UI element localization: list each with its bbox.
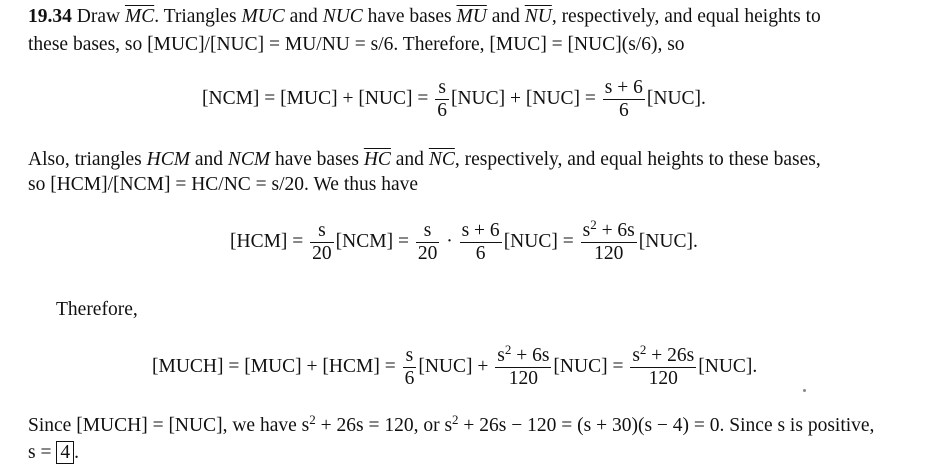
eq3-left: [MUCH] = [MUC] + [HCM] = — [152, 355, 396, 377]
intro-draw: Draw — [76, 6, 121, 27]
triangle-nuc: NUC — [322, 6, 363, 27]
eq2-f4-num — [581, 217, 637, 242]
eq2-f2-den: 20 — [417, 243, 438, 264]
therefore-text: Therefore, — [56, 299, 138, 320]
eq2-fraction-1 — [310, 220, 334, 265]
conclusion-text-2: + 26s = 120, or s — [315, 415, 453, 436]
conclusion-s-equals: s = — [28, 442, 52, 463]
eq1-f1-num: s — [438, 77, 446, 98]
eq3-f1-den: 6 — [404, 368, 415, 389]
para2-have-bases: have bases — [275, 149, 359, 170]
eq3-fraction-2 — [495, 342, 551, 390]
eq2-p1: [NCM] = — [335, 230, 409, 252]
intro-line-2-text: these bases, so [MUC]/[NUC] = MU/NU = s/6. Therefore, [MUC] = [NUC](s/6), so — [28, 34, 685, 55]
triangle-hcm: HCM — [146, 149, 190, 170]
conclusion-line-2 — [28, 441, 79, 465]
triangle-ncm: NCM — [227, 149, 271, 170]
eq3-fraction-3 — [630, 342, 696, 390]
eq2-f4-num-a: s — [582, 220, 591, 241]
para2-line-2 — [28, 173, 418, 197]
eq3-p1: [NUC] + — [418, 355, 489, 377]
para2-text-2: , respectively, and equal heights to these bases, — [454, 149, 821, 170]
intro-and: and — [289, 6, 318, 27]
conclusion-sup-2: 2 — [452, 412, 459, 427]
eq2-f2-num: s — [423, 220, 432, 241]
intro-text-3: , respectively, and equal heights to — [551, 6, 821, 27]
eq2-f1-den: 20 — [312, 243, 332, 264]
eq2-f4-num-b: + 6s — [596, 220, 635, 241]
segment-hc: $\overline{HC}$ — [363, 149, 391, 170]
segment-nu: $\overline{NU}$ — [524, 6, 552, 27]
eq2-fraction-4 — [581, 217, 637, 265]
answer-box: 4 — [56, 441, 74, 464]
eq2-dot: · — [446, 230, 453, 252]
eq3-p2: [NUC] = — [553, 355, 624, 377]
eq3-f2-den: 120 — [495, 367, 551, 390]
intro-text-2: have bases — [367, 6, 452, 27]
eq2-f3-num: s + 6 — [461, 220, 500, 241]
segment-nc: $\overline{NC}$ — [428, 149, 455, 170]
equation-1 — [202, 77, 706, 122]
eq3-f3-den: 120 — [630, 367, 696, 390]
para2-text-1: Also, triangles — [28, 149, 142, 170]
eq3-f2-sup: 2 — [504, 342, 512, 357]
intro-line-2 — [28, 33, 685, 57]
segment-mu: $\overline{MU}$ — [456, 6, 487, 27]
para2-and: and — [194, 149, 223, 170]
triangle-muc: MUC — [241, 6, 285, 27]
eq2-fraction-3 — [460, 220, 502, 265]
eq3-f2-num — [495, 342, 551, 367]
para2-and-2: and — [395, 149, 424, 170]
para2-line-2-text: so [HCM]/[NCM] = HC/NC = s/20. We thus have — [28, 174, 419, 195]
conclusion-sup-1: 2 — [309, 412, 316, 427]
eq2-f4-sup: 2 — [590, 217, 597, 232]
para2-line-1 — [28, 148, 821, 172]
eq2-right: [NUC]. — [638, 230, 698, 252]
therefore-line — [56, 298, 138, 322]
conclusion-text-3: + 26s − 120 = (s + 30)(s − 4) = 0. Since s is positive, — [458, 415, 875, 436]
eq1-f2-num: s + 6 — [604, 77, 643, 98]
eq1-left: [NCM] = [MUC] + [NUC] = — [202, 87, 429, 109]
intro-text-1: . Triangles — [154, 6, 237, 27]
eq3-f2-num-b: + 6s — [511, 345, 550, 366]
problem-number: 19.34 — [28, 6, 72, 27]
eq1-fraction-2 — [603, 77, 645, 122]
eq1-right: [NUC]. — [646, 87, 706, 109]
eq1-mid: [NUC] + [NUC] = — [450, 87, 596, 109]
eq3-f1-num: s — [405, 345, 414, 366]
eq3-f3-num-a: s — [632, 345, 640, 366]
equation-3 — [152, 342, 758, 390]
segment-mc: $\overline{MC}$ — [124, 6, 155, 27]
eq3-right: [NUC]. — [698, 355, 758, 377]
eq2-left: [HCM] = — [230, 230, 304, 252]
intro-and-2: and — [491, 6, 520, 27]
eq2-f3-den: 6 — [460, 242, 502, 265]
eq1-f1-den: 6 — [437, 100, 447, 121]
eq1-fraction-1 — [435, 77, 449, 122]
eq3-fraction-1 — [403, 345, 417, 390]
eq3-f3-num-b: + 26s — [646, 345, 695, 366]
stray-dot — [803, 389, 806, 392]
conclusion-line-1 — [28, 414, 874, 438]
eq3-f3-num — [630, 342, 696, 367]
conclusion-text-1: Since [MUCH] = [NUC], we have s — [28, 415, 310, 436]
eq3-f2-num-a: s — [497, 345, 505, 366]
eq2-f1-num: s — [318, 220, 326, 241]
equation-2 — [230, 217, 698, 265]
eq2-f4-den: 120 — [581, 242, 637, 265]
eq2-fraction-2 — [416, 220, 440, 265]
conclusion-period: . — [74, 442, 79, 463]
eq1-f2-den: 6 — [603, 99, 645, 122]
eq2-p2: [NUC] = — [503, 230, 574, 252]
intro-line-1 — [28, 5, 821, 29]
eq3-f3-sup: 2 — [639, 342, 647, 357]
